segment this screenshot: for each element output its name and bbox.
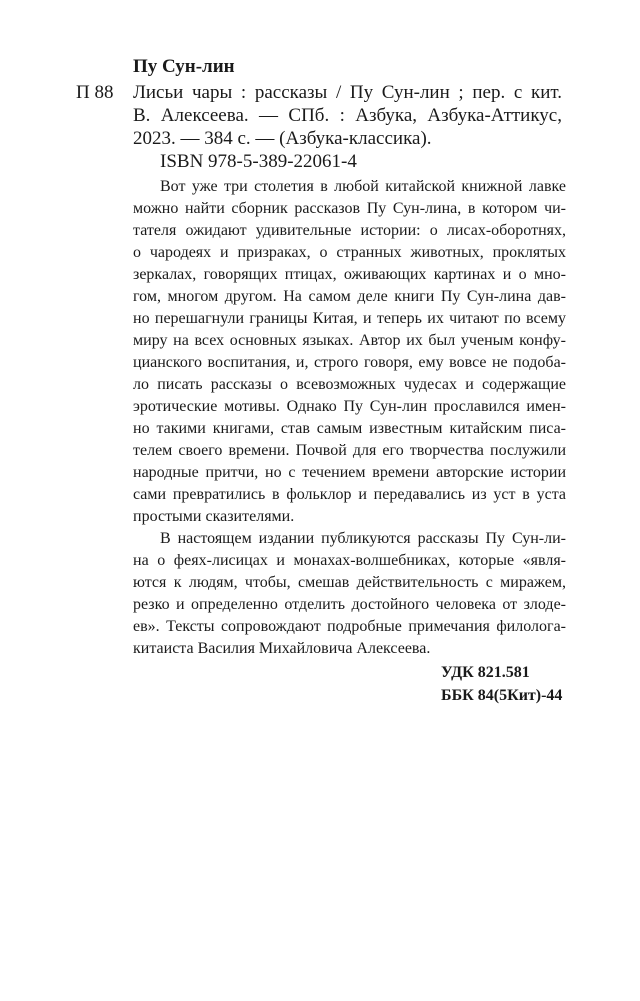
annotation-line: китаиста Василия Михайловича Алексеева. — [133, 640, 431, 657]
annotation-line: сами превратились в фольклор и передавались из уст в уста — [133, 486, 566, 503]
annotation-line: В настоящем издании публикуются рассказы Пу Сун-ли- — [160, 530, 566, 547]
bibliographic-line: Лисьи чары : рассказы / Пу Сун-лин ; пер. с кит. — [133, 82, 562, 103]
annotation-line: народные притчи, но с течением времени авторские истории — [133, 464, 566, 481]
bibliographic-line: В. Алексеева. — СПб. : Азбука, Азбука-Аттикус, — [133, 105, 562, 126]
annotation-line: простыми сказителями. — [133, 508, 295, 525]
annotation-line: ются к людям, чтобы, смешав действительность с миражем, — [133, 574, 566, 591]
annotation-line: гом, многом другом. На самом деле книги Пу Сун-лина дав- — [133, 288, 566, 305]
annotation-line: резко и определенно отделить достойного человека от злоде- — [133, 596, 566, 613]
annotation-line: но такими книгами, став самым известным китайским писа- — [133, 420, 566, 437]
annotation-line: можно найти сборник рассказов Пу Сун-лина, в котором чи- — [133, 200, 566, 217]
annotation-line: миру на всех основных языках. Автор их был ученым конфу- — [133, 332, 566, 349]
annotation-line: ло писать рассказы о всевозможных чудесах и содержащие — [133, 376, 566, 393]
annotation-line: эротические мотивы. Однако Пу Сун-лин прославился имен- — [133, 398, 566, 415]
annotation-line: на о феях-лисицах и монахах-волшебниках, которые «явля- — [133, 552, 566, 569]
annotation-line: зеркалах, говорящих птицах, оживающих картинах и о мно- — [133, 266, 566, 283]
annotation-line: Вот уже три столетия в любой китайской книжной лавке — [160, 178, 566, 195]
annotation-line: ев». Тексты сопровождают подробные примечания филолога- — [133, 618, 566, 635]
annotation-line: но перешагнули границы Китая, и теперь их читают по всему — [133, 310, 566, 327]
annotation-line: о чародеях и призраках, о странных животных, проклятых — [133, 244, 566, 261]
author-mark: П 88 — [76, 82, 114, 103]
bbk-index: ББК 84(5Кит)-44 — [441, 687, 563, 704]
author-heading: Пу Сун-лин — [133, 56, 235, 77]
bibliographic-line: 2023. — 384 с. — (Азбука-классика). — [133, 128, 432, 149]
isbn: ISBN 978-5-389-22061-4 — [160, 151, 357, 172]
annotation-line: телем своего времени. Почвой для его творчества послужили — [133, 442, 566, 459]
udk-index: УДК 821.581 — [441, 664, 530, 681]
annotation-line: тателя ожидают удивительные истории: о лисах-оборотнях, — [133, 222, 566, 239]
annotation-line: цианского воспитания, и, строго говоря, ему вовсе не подоба- — [133, 354, 566, 371]
